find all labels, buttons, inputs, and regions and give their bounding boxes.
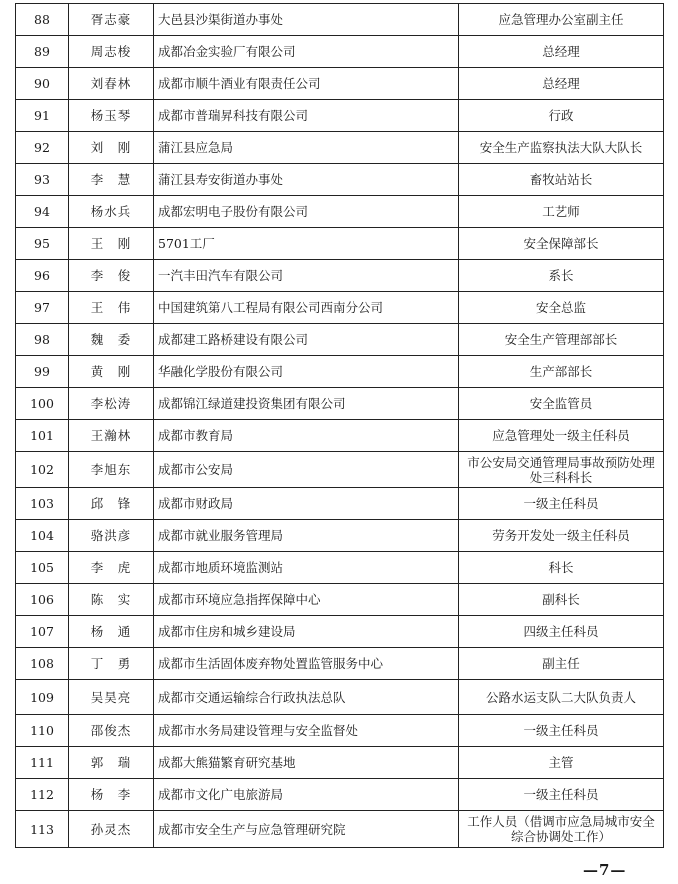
row-number: 102: [16, 452, 69, 488]
job-title: 总经理: [459, 36, 664, 68]
job-title: 工艺师: [459, 196, 664, 228]
organization: 成都市环境应急指挥保障中心: [154, 584, 459, 616]
row-number: 95: [16, 228, 69, 260]
job-title: 系长: [459, 260, 664, 292]
person-name: 胥志豪: [69, 4, 154, 36]
table-row: [16, 164, 664, 196]
organization: 大邑县沙渠街道办事处: [154, 4, 459, 36]
row-number: 107: [16, 616, 69, 648]
table-row: [16, 584, 664, 616]
job-title: 生产部部长: [459, 356, 664, 388]
row-number: 112: [16, 779, 69, 811]
job-title: 安全生产管理部部长: [459, 324, 664, 356]
organization: 成都市安全生产与应急管理研究院: [154, 811, 459, 848]
person-name: 郭 瑞: [69, 747, 154, 779]
job-title: 安全监管员: [459, 388, 664, 420]
organization: 成都市普瑞昇科技有限公司: [154, 100, 459, 132]
job-title: 安全保障部长: [459, 228, 664, 260]
organization: 蒲江县应急局: [154, 132, 459, 164]
row-number: 92: [16, 132, 69, 164]
table-row: [16, 616, 664, 648]
organization: 成都市财政局: [154, 488, 459, 520]
person-name: 孙灵杰: [69, 811, 154, 848]
job-title: 一级主任科员: [459, 779, 664, 811]
table-row: [16, 520, 664, 552]
personnel-table: [15, 3, 664, 848]
table-row: [16, 196, 664, 228]
page-number: —7—: [583, 861, 627, 879]
person-name: 邱 锋: [69, 488, 154, 520]
row-number: 113: [16, 811, 69, 848]
row-number: 111: [16, 747, 69, 779]
row-number: 93: [16, 164, 69, 196]
person-name: 刘 刚: [69, 132, 154, 164]
job-title: 副主任: [459, 648, 664, 680]
table-row: [16, 36, 664, 68]
table-row: [16, 747, 664, 779]
person-name: 杨 李: [69, 779, 154, 811]
row-number: 109: [16, 680, 69, 715]
row-number: 110: [16, 715, 69, 747]
job-title: 行政: [459, 100, 664, 132]
person-name: 王瀚林: [69, 420, 154, 452]
table-row: [16, 680, 664, 715]
job-title: 总经理: [459, 68, 664, 100]
row-number: 91: [16, 100, 69, 132]
table-row: [16, 260, 664, 292]
table-row: [16, 228, 664, 260]
person-name: 王 刚: [69, 228, 154, 260]
person-name: 李旭东: [69, 452, 154, 488]
table-row: [16, 388, 664, 420]
organization: 蒲江县寿安街道办事处: [154, 164, 459, 196]
job-title: 一级主任科员: [459, 488, 664, 520]
person-name: 陈 实: [69, 584, 154, 616]
organization: 中国建筑第八工程局有限公司西南分公司: [154, 292, 459, 324]
organization: 华融化学股份有限公司: [154, 356, 459, 388]
organization: 成都建工路桥建设有限公司: [154, 324, 459, 356]
row-number: 100: [16, 388, 69, 420]
organization: 成都冶金实验厂有限公司: [154, 36, 459, 68]
row-number: 105: [16, 552, 69, 584]
row-number: 103: [16, 488, 69, 520]
person-name: 邵俊杰: [69, 715, 154, 747]
job-title: 科长: [459, 552, 664, 584]
job-title: 副科长: [459, 584, 664, 616]
row-number: 106: [16, 584, 69, 616]
table-row: [16, 132, 664, 164]
organization: 5701工厂: [154, 228, 459, 260]
job-title: 市公安局交通管理局事故预防处理处三科科长: [459, 452, 664, 488]
person-name: 刘春林: [69, 68, 154, 100]
row-number: 98: [16, 324, 69, 356]
person-name: 吴昊亮: [69, 680, 154, 715]
person-name: 杨玉琴: [69, 100, 154, 132]
table-row: [16, 488, 664, 520]
table-row: [16, 420, 664, 452]
row-number: 104: [16, 520, 69, 552]
person-name: 李松涛: [69, 388, 154, 420]
table-body: [16, 4, 664, 848]
row-number: 90: [16, 68, 69, 100]
job-title: 公路水运支队二大队负责人: [459, 680, 664, 715]
job-title: 工作人员（借调市应急局城市安全综合协调处工作）: [459, 811, 664, 848]
person-name: 李 慧: [69, 164, 154, 196]
organization: 成都市住房和城乡建设局: [154, 616, 459, 648]
row-number: 94: [16, 196, 69, 228]
table-row: [16, 68, 664, 100]
row-number: 99: [16, 356, 69, 388]
table-row: [16, 4, 664, 36]
row-number: 89: [16, 36, 69, 68]
job-title: 劳务开发处一级主任科员: [459, 520, 664, 552]
person-name: 黄 刚: [69, 356, 154, 388]
table-row: [16, 811, 664, 848]
organization: 成都市公安局: [154, 452, 459, 488]
job-title: 畜牧站站长: [459, 164, 664, 196]
row-number: 101: [16, 420, 69, 452]
organization: 成都市生活固体废弃物处置监管服务中心: [154, 648, 459, 680]
table-row: [16, 452, 664, 488]
job-title: 安全总监: [459, 292, 664, 324]
organization: 成都锦江绿道建投资集团有限公司: [154, 388, 459, 420]
job-title: 应急管理办公室副主任: [459, 4, 664, 36]
person-name: 杨水兵: [69, 196, 154, 228]
table-row: [16, 779, 664, 811]
organization: 成都市地质环境监测站: [154, 552, 459, 584]
organization: 成都宏明电子股份有限公司: [154, 196, 459, 228]
table-row: [16, 715, 664, 747]
table-row: [16, 648, 664, 680]
job-title: 应急管理处一级主任科员: [459, 420, 664, 452]
row-number: 96: [16, 260, 69, 292]
job-title: 四级主任科员: [459, 616, 664, 648]
organization: 一汽丰田汽车有限公司: [154, 260, 459, 292]
organization: 成都市就业服务管理局: [154, 520, 459, 552]
person-name: 丁 勇: [69, 648, 154, 680]
person-name: 骆洪彦: [69, 520, 154, 552]
organization: 成都大熊猫繁育研究基地: [154, 747, 459, 779]
organization: 成都市顺牛酒业有限责任公司: [154, 68, 459, 100]
job-title: 一级主任科员: [459, 715, 664, 747]
table-row: [16, 552, 664, 584]
job-title: 安全生产监察执法大队大队长: [459, 132, 664, 164]
table-row: [16, 324, 664, 356]
person-name: 杨 通: [69, 616, 154, 648]
table-row: [16, 292, 664, 324]
person-name: 王 伟: [69, 292, 154, 324]
person-name: 周志梭: [69, 36, 154, 68]
person-name: 李 虎: [69, 552, 154, 584]
organization: 成都市水务局建设管理与安全监督处: [154, 715, 459, 747]
row-number: 97: [16, 292, 69, 324]
person-name: 李 俊: [69, 260, 154, 292]
person-name: 魏 委: [69, 324, 154, 356]
organization: 成都市交通运输综合行政执法总队: [154, 680, 459, 715]
row-number: 108: [16, 648, 69, 680]
organization: 成都市文化广电旅游局: [154, 779, 459, 811]
job-title: 主管: [459, 747, 664, 779]
row-number: 88: [16, 4, 69, 36]
table-row: [16, 356, 664, 388]
table-row: [16, 100, 664, 132]
organization: 成都市教育局: [154, 420, 459, 452]
